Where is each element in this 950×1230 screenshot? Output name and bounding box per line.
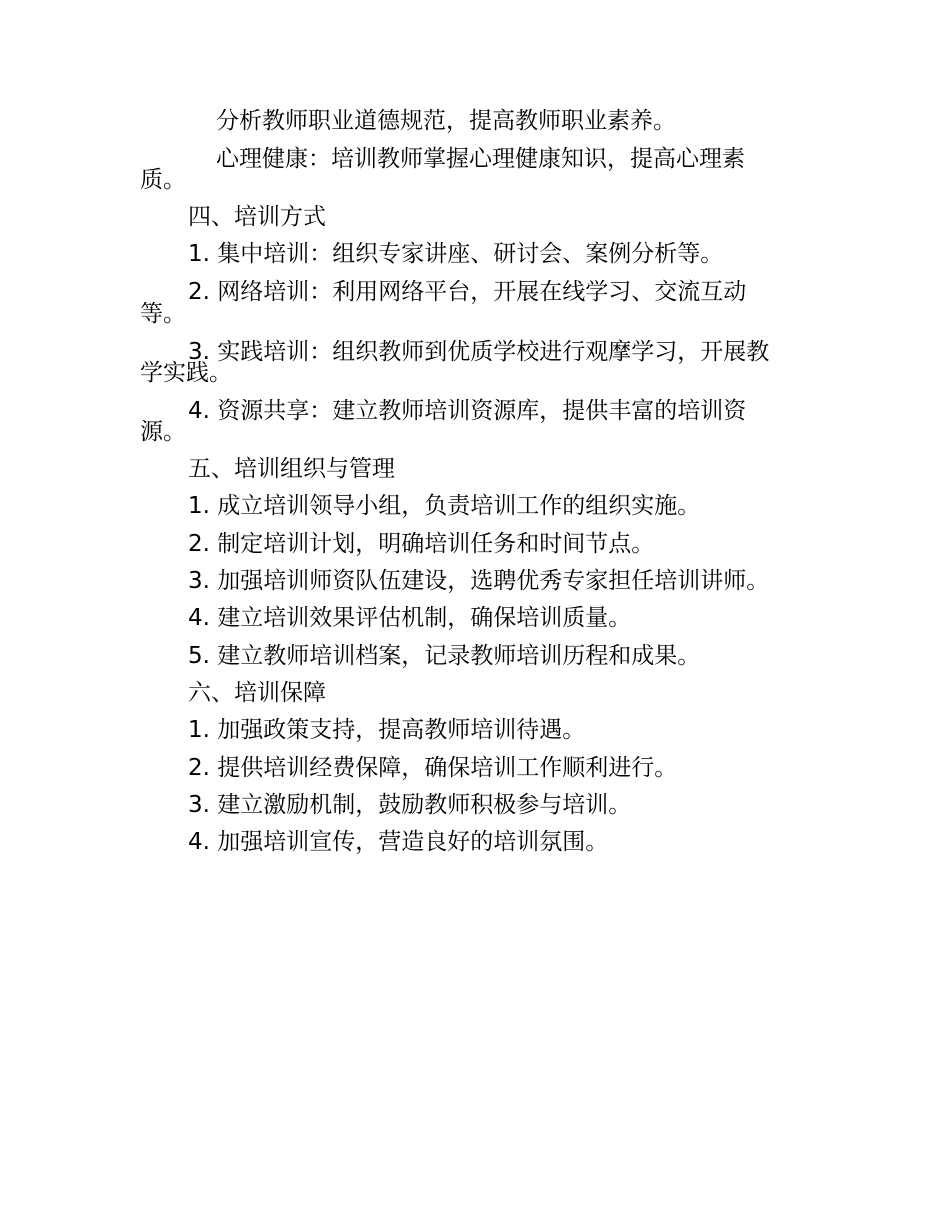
section-heading: 五、培训组织与管理 [188, 456, 395, 482]
section-heading: 四、培训方式 [188, 204, 326, 230]
section-heading: 六、培训保障 [188, 680, 326, 706]
list-item-continuation: 等。 [140, 301, 186, 327]
list-item: 1. 成立培训领导小组，负责培训工作的组织实施。 [188, 493, 701, 519]
paragraph-line-continuation: 质。 [140, 167, 186, 193]
list-item: 5. 建立教师培训档案，记录教师培训历程和成果。 [188, 643, 701, 669]
list-item: 4. 资源共享：建立教师培训资源库，提供丰富的培训资 [188, 398, 747, 424]
list-item: 2. 制定培训计划，明确培训任务和时间节点。 [188, 531, 655, 557]
list-item-continuation: 学实践。 [140, 360, 232, 386]
list-item: 4. 建立培训效果评估机制，确保培训质量。 [188, 605, 632, 631]
list-item: 1. 加强政策支持，提高教师培训待遇。 [188, 717, 586, 743]
list-item: 2. 网络培训：利用网络平台，开展在线学习、交流互动 [188, 279, 747, 305]
list-item: 3. 建立激励机制，鼓励教师积极参与培训。 [188, 792, 632, 818]
paragraph-line: 分析教师职业道德规范，提高教师职业素养。 [216, 108, 676, 134]
list-item-continuation: 源。 [140, 419, 186, 445]
list-item: 1. 集中培训：组织专家讲座、研讨会、案例分析等。 [188, 241, 724, 267]
list-item: 4. 加强培训宣传，营造良好的培训氛围。 [188, 829, 609, 855]
list-item: 2. 提供培训经费保障，确保培训工作顺利进行。 [188, 755, 678, 781]
paragraph-line: 心理健康：培训教师掌握心理健康知识，提高心理素 [216, 146, 745, 172]
list-item: 3. 加强培训师资队伍建设，选聘优秀专家担任培训讲师。 [188, 568, 770, 594]
list-item: 3. 实践培训：组织教师到优质学校进行观摩学习，开展教 [188, 339, 770, 365]
